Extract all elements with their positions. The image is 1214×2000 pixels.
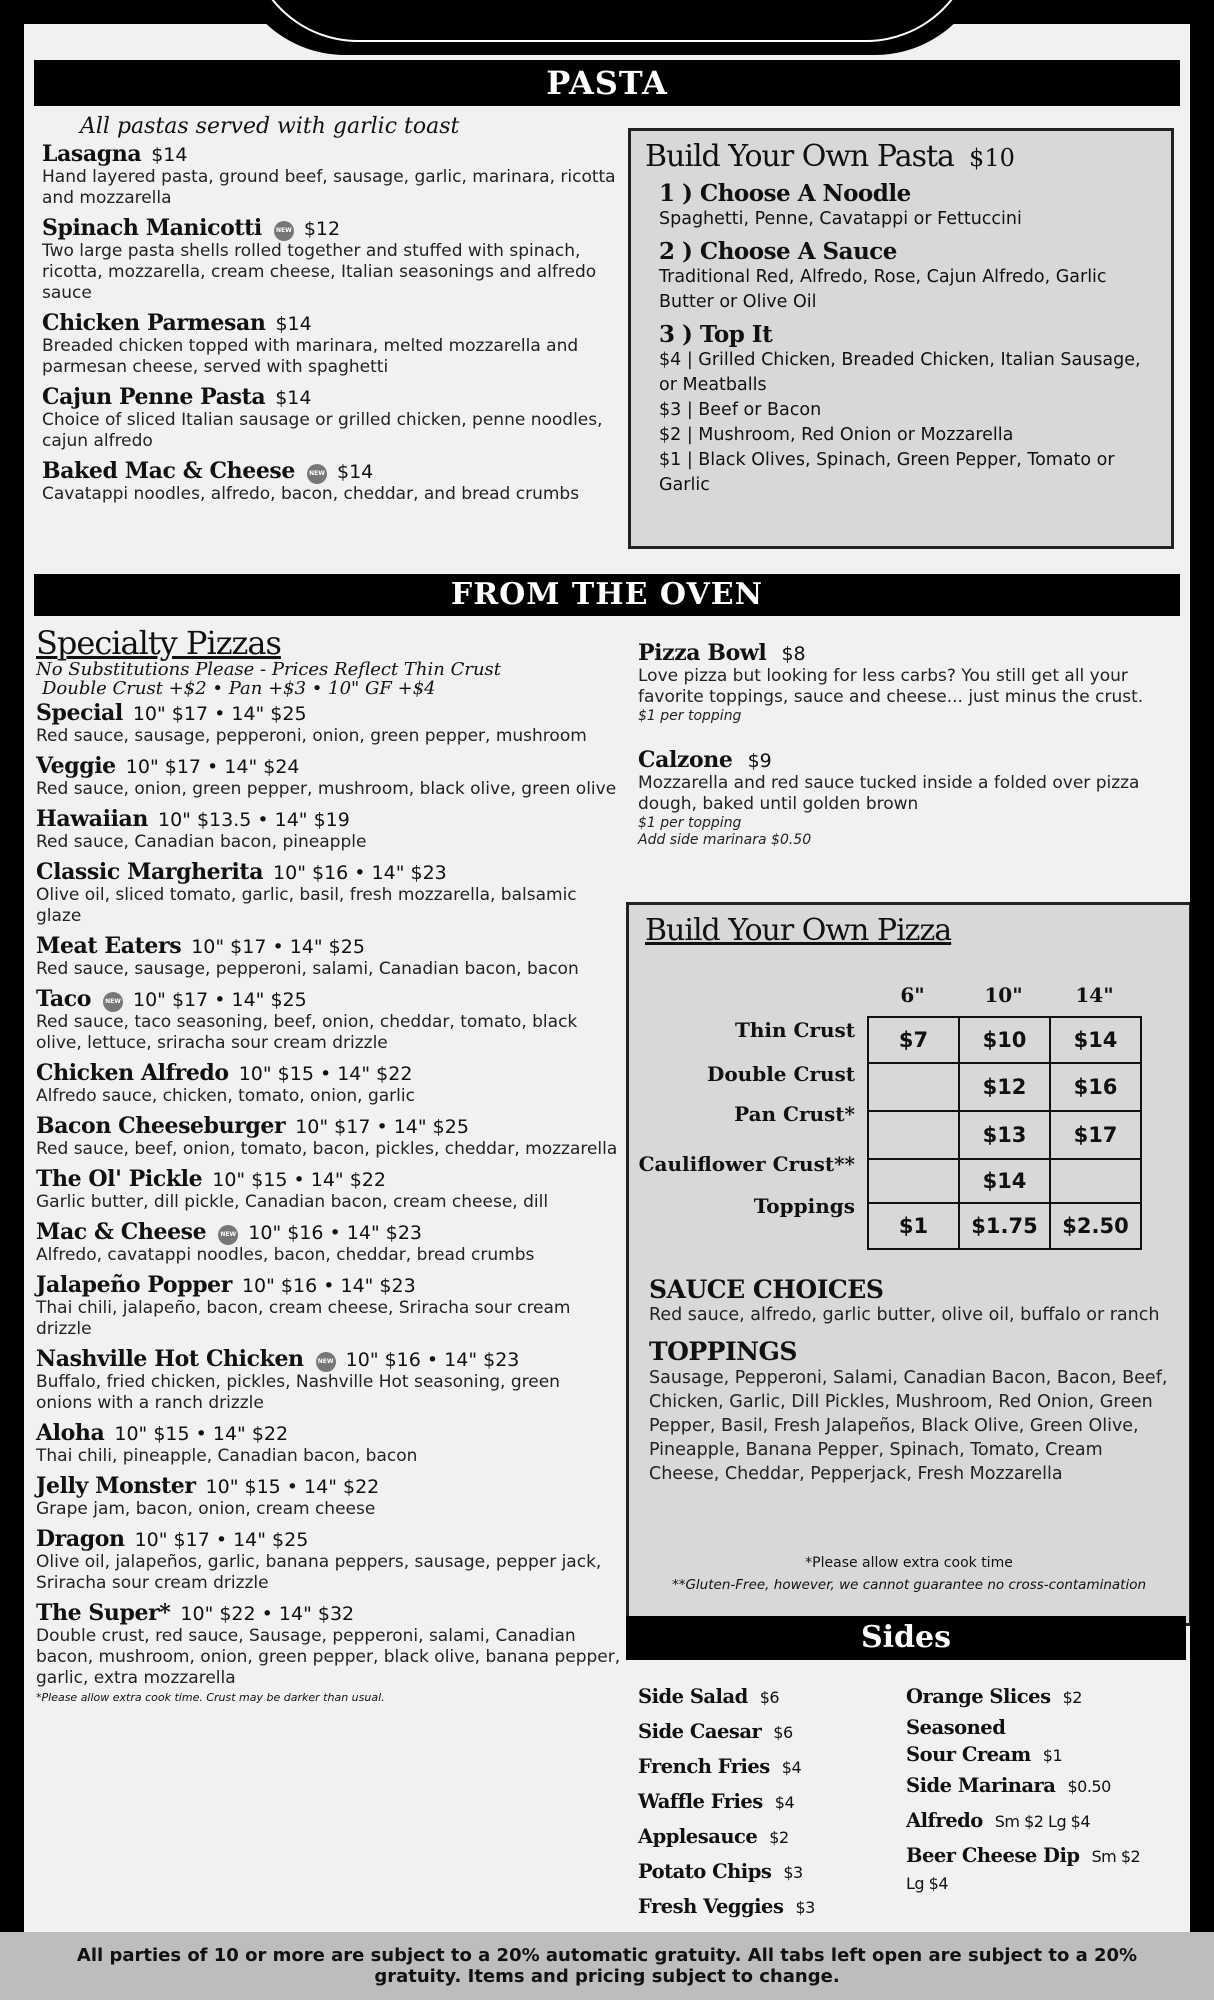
item-desc: Grape jam, bacon, onion, cream cheese — [36, 1499, 376, 1519]
byo-foot-2: **Gluten-Free, however, we cannot guarantee no cross-contamination — [671, 1577, 1147, 1593]
pasta-banner: PASTA — [34, 60, 1180, 106]
side-name: Alfredo — [906, 1809, 983, 1832]
menu-item — [36, 1272, 621, 1340]
item-desc: Buffalo, fried chicken, pickles, Nashville Hot seasoning, green onions with a ranch drizzle — [36, 1372, 560, 1413]
item-name: Chicken Alfredo — [36, 1060, 229, 1086]
specialty-title: Specialty Pizzas — [36, 624, 281, 662]
item-price: $14 — [151, 144, 188, 166]
byo-pasta-title: Build Your Own Pasta — [645, 139, 954, 174]
item-name: Bacon Cheeseburger — [36, 1113, 286, 1139]
item-name: Cajun Penne Pasta — [42, 384, 266, 410]
side-name: Side Marinara — [906, 1774, 1056, 1797]
crust-row-label: Pan Crust* — [734, 1102, 855, 1126]
menu-item — [42, 141, 617, 209]
menu-item — [42, 384, 617, 452]
menu-item — [36, 1346, 621, 1414]
side-item — [906, 1839, 1186, 1874]
item-price: 10" $16 • 14" $23 — [273, 862, 447, 884]
side-item — [638, 1680, 898, 1715]
side-item — [906, 1715, 1186, 1742]
new-badge-icon: NEW — [103, 992, 123, 1012]
item-desc: Red sauce, beef, onion, tomato, bacon, pickles, cheddar, mozzarella — [36, 1139, 618, 1159]
side-item — [906, 1680, 1186, 1715]
price-cell: $12 — [959, 1063, 1050, 1111]
bowl-calzone — [638, 640, 1178, 855]
item-name: Pizza Bowl — [638, 640, 767, 666]
item-name: Chicken Parmesan — [42, 310, 266, 336]
item-price: 10" $16 • 14" $23 — [241, 1275, 416, 1297]
menu-item — [42, 458, 617, 505]
menu-item — [36, 1600, 621, 1689]
item-price: $12 — [303, 218, 341, 240]
build-your-own-pasta-box — [628, 128, 1174, 549]
side-price: $2 — [1062, 1688, 1082, 1707]
toppings-text: Sausage, Pepperoni, Salami, Canadian Bacon, Bacon, Beef, Chicken, Garlic, Dill Pickles, Mushroom, Red Onion, Green Pepper, Basil, Fresh Jalapeños, Black Olive, Green Olive, Pineapple, Banana Pepper, Spinach, Tomato, Cream Cheese, Cheddar, Pepperjack, Fresh Mozzarella — [649, 1368, 1168, 1484]
menu-item — [36, 1166, 621, 1213]
menu-item — [42, 310, 617, 378]
menu-item — [36, 1526, 621, 1594]
sauce-title: SAUCE CHOICES — [649, 1275, 884, 1304]
item-desc: Hand layered pasta, ground beef, sausage, garlic, marinara, ricotta and mozzarella — [42, 167, 616, 208]
crust-row-label: Toppings — [753, 1194, 855, 1218]
side-price: $3 — [795, 1898, 815, 1917]
new-badge-icon: NEW — [316, 1352, 336, 1372]
sauce-section — [649, 1275, 1174, 1486]
item-price: $14 — [337, 461, 374, 483]
price-cell — [868, 1159, 959, 1203]
item-name: Meat Eaters — [36, 933, 182, 959]
item-price: 10" $15 • 14" $22 — [212, 1169, 386, 1191]
gratuity-footer — [0, 1932, 1214, 2000]
byo-step-line: $3 | Beef or Bacon — [659, 400, 822, 420]
side-price: Sm $2 — [1091, 1847, 1141, 1866]
side-item — [906, 1742, 1186, 1769]
item-desc: Mozzarella and red sauce tucked inside a folded over pizza dough, baked until golden brown — [638, 773, 1140, 814]
item-price: 10" $17 • 14" $25 — [134, 1529, 309, 1551]
side-price: $2 — [769, 1828, 789, 1847]
item-name: Baked Mac & Cheese — [42, 458, 295, 484]
new-badge-icon: NEW — [274, 221, 294, 241]
side-price: $4 — [781, 1758, 802, 1777]
price-cell: $16 — [1050, 1063, 1141, 1111]
item-name: Dragon — [36, 1526, 125, 1552]
pasta-list — [42, 114, 617, 511]
menu-item — [42, 215, 617, 304]
side-item — [906, 1769, 1186, 1804]
item-desc: Love pizza but looking for less carbs? You still get all your favorite toppings, sauce and cheese... just minus the crust. — [638, 666, 1144, 707]
side-item — [638, 1785, 898, 1820]
item-desc: Cavatappi noodles, alfredo, bacon, cheddar, and bread crumbs — [42, 484, 580, 504]
side-item — [638, 1750, 898, 1785]
new-badge-icon: NEW — [218, 1225, 238, 1245]
item-name: Classic Margherita — [36, 859, 264, 885]
size-header: 10" — [984, 983, 1023, 1007]
price-cell: $1.75 — [959, 1203, 1050, 1249]
byo-foot-1: *Please allow extra cook time — [805, 1555, 1013, 1571]
byo-step-line: Spaghetti, Penne, Cavatappi or Fettuccini — [659, 209, 1022, 229]
price-cell: $14 — [1050, 1017, 1141, 1063]
toppings-title: TOPPINGS — [649, 1337, 797, 1366]
side-price: $6 — [759, 1688, 780, 1707]
menu-page — [24, 24, 1190, 1932]
item-name: Calzone — [638, 747, 733, 773]
item-price: 10" $22 • 14" $32 — [180, 1603, 355, 1625]
menu-item — [36, 806, 621, 853]
side-name: Side Salad — [638, 1685, 748, 1708]
side-name: Side Caesar — [638, 1720, 762, 1743]
item-price: $14 — [275, 387, 312, 409]
super-note: *Please allow extra cook time. Crust may be darker than usual. — [36, 1691, 385, 1704]
side-name: Orange Slices — [906, 1685, 1051, 1708]
price-cell: $10 — [959, 1017, 1050, 1063]
menu-item — [36, 753, 621, 800]
item-name: Taco — [36, 986, 91, 1012]
item-desc: Olive oil, sliced tomato, garlic, basil, fresh mozzarella, balsamic glaze — [36, 885, 577, 926]
item-name: Lasagna — [42, 141, 142, 167]
item-price: 10" $16 • 14" $23 — [345, 1349, 520, 1371]
side-name: Beer Cheese Dip — [906, 1844, 1080, 1867]
item-desc: Red sauce, sausage, pepperoni, salami, Canadian bacon, bacon — [36, 959, 579, 979]
crust-row — [868, 1063, 1141, 1111]
menu-item — [36, 1219, 621, 1266]
item-name: Mac & Cheese — [36, 1219, 207, 1245]
item-price: 10" $15 • 14" $22 — [205, 1476, 380, 1498]
byo-step-heading: 2 ) Choose A Sauce — [659, 238, 897, 265]
item-name: Veggie — [36, 753, 116, 779]
crust-row — [868, 1017, 1141, 1063]
crust-price-table — [867, 1016, 1142, 1250]
item-name: Jalapeño Popper — [36, 1272, 232, 1298]
specialty-note-1: No Substitutions Please - Prices Reflect Thin Crust — [36, 659, 502, 680]
price-cell: $2.50 — [1050, 1203, 1141, 1249]
item-desc: Garlic butter, dill pickle, Canadian bacon, cream cheese, dill — [36, 1192, 549, 1212]
item-price: 10" $17 • 14" $24 — [125, 756, 300, 778]
side-item — [906, 1804, 1186, 1839]
footer-line-1: All parties of 10 or more are subject to a 20% automatic gratuity. All tabs left open are subject to a 20% — [76, 1945, 1138, 1966]
byo-step-line: $1 | Black Olives, Spinach, Green Pepper, Tomato or Garlic — [659, 450, 1115, 495]
crust-row-label: Cauliflower Crust** — [638, 1152, 855, 1176]
menu-item — [36, 1060, 621, 1107]
side-price: Sm $2 Lg $4 — [994, 1812, 1091, 1831]
item-price: 10" $17 • 14" $25 — [132, 703, 307, 725]
sides-right-column — [906, 1680, 1186, 1893]
menu-item — [36, 1473, 621, 1520]
item-price: 10" $17 • 14" $25 — [295, 1116, 469, 1138]
item-name: Nashville Hot Chicken — [36, 1346, 304, 1372]
item-name: Hawaiian — [36, 806, 148, 832]
item-price: 10" $17 • 14" $25 — [191, 936, 365, 958]
byo-step-heading: 3 ) Top It — [659, 321, 773, 348]
item-price: 10" $13.5 • 14" $19 — [158, 809, 350, 831]
item-name: Spinach Manicotti — [42, 215, 262, 241]
sides-banner: Sides — [626, 1616, 1186, 1660]
item-price: 10" $17 • 14" $25 — [133, 989, 307, 1011]
side-price: $0.50 — [1067, 1777, 1111, 1796]
item-price: 10" $15 • 14" $22 — [114, 1423, 289, 1445]
item-desc: Olive oil, jalapeños, garlic, banana peppers, sausage, pepper jack, Sriracha sour cream drizzle — [36, 1552, 602, 1593]
side-item — [638, 1715, 898, 1750]
side-item — [906, 1874, 1186, 1893]
sides-left-column — [638, 1680, 898, 1925]
byo-pasta-price: $10 — [969, 144, 1015, 172]
item-name: The Super* — [36, 1600, 171, 1626]
item-name: Jelly Monster — [36, 1473, 196, 1499]
crust-row-label: Double Crust — [707, 1062, 855, 1086]
menu-item — [36, 859, 621, 927]
side-name: Seasoned — [906, 1716, 1006, 1739]
sauce-text: Red sauce, alfredo, garlic butter, olive oil, buffalo or ranch — [649, 1305, 1160, 1325]
crust-row — [868, 1111, 1141, 1159]
menu-item — [36, 986, 621, 1054]
calzone-item — [638, 747, 1178, 849]
side-price: $4 — [774, 1793, 795, 1812]
item-desc: Breaded chicken topped with marinara, melted mozzarella and parmesan cheese, served with spaghetti — [42, 336, 579, 377]
byo-step-heading: 1 ) Choose A Noodle — [659, 180, 911, 207]
item-desc: Red sauce, taco seasoning, beef, onion, cheddar, tomato, black olive, lettuce, sriracha sour cream drizzle — [36, 1012, 578, 1053]
pizza-bowl-item — [638, 640, 1178, 725]
side-item — [638, 1890, 898, 1925]
crust-row — [868, 1203, 1141, 1249]
item-desc: Choice of sliced Italian sausage or grilled chicken, penne noodles, cajun alfredo — [42, 410, 603, 451]
item-desc: Alfredo sauce, chicken, tomato, onion, garlic — [36, 1086, 415, 1106]
byo-step-line: Traditional Red, Alfredo, Rose, Cajun Alfredo, Garlic Butter or Olive Oil — [659, 267, 1107, 312]
item-name: The Ol' Pickle — [36, 1166, 203, 1192]
menu-item — [36, 1420, 621, 1467]
side-price: Lg $4 — [906, 1874, 949, 1893]
byo-pizza-title: Build Your Own Pizza — [645, 913, 952, 948]
side-price: $3 — [783, 1863, 803, 1882]
price-cell: $1 — [868, 1203, 959, 1249]
item-price: $8 — [781, 643, 806, 665]
item-desc: Red sauce, Canadian bacon, pineapple — [36, 832, 367, 852]
side-name: Sour Cream — [906, 1743, 1031, 1766]
item-note: $1 per topping — [638, 708, 742, 724]
item-note-2: Add side marinara $0.50 — [638, 832, 812, 848]
price-cell: $7 — [868, 1017, 959, 1063]
item-price: 10" $16 • 14" $23 — [248, 1222, 422, 1244]
item-desc: Thai chili, jalapeño, bacon, cream cheese, Sriracha sour cream drizzle — [36, 1298, 571, 1339]
side-price: $1 — [1042, 1746, 1063, 1765]
side-name: Fresh Veggies — [638, 1895, 784, 1918]
item-desc: Two large pasta shells rolled together and stuffed with spinach, ricotta, mozzarella, cream cheese, Italian seasonings and alfredo sauce — [42, 241, 597, 303]
menu-item — [36, 1113, 621, 1160]
specialty-note-2: Double Crust +$2 • Pan +$3 • 10" GF +$4 — [42, 678, 436, 699]
price-cell: $14 — [959, 1159, 1050, 1203]
specialty-pizzas — [36, 626, 621, 1704]
item-note: $1 per topping — [638, 815, 742, 831]
menu-item — [36, 933, 621, 980]
build-your-own-pizza-box — [626, 902, 1190, 1626]
size-header: 14" — [1075, 983, 1114, 1007]
item-desc: Red sauce, onion, green pepper, mushroom, black olive, green olive — [36, 779, 617, 799]
side-price: $6 — [773, 1723, 793, 1742]
item-desc: Thai chili, pineapple, Canadian bacon, bacon — [36, 1446, 418, 1466]
byo-step-line: $4 | Grilled Chicken, Breaded Chicken, Italian Sausage, or Meatballs — [659, 350, 1141, 395]
side-name: Waffle Fries — [638, 1790, 763, 1813]
price-cell — [1050, 1159, 1141, 1203]
header-logo-outline — [248, 0, 976, 42]
menu-item — [36, 700, 621, 747]
byo-step-line: $2 | Mushroom, Red Onion or Mozzarella — [659, 425, 1014, 445]
price-cell: $17 — [1050, 1111, 1141, 1159]
oven-banner: FROM THE OVEN — [34, 574, 1180, 616]
item-name: Aloha — [36, 1420, 105, 1446]
side-name: Applesauce — [638, 1825, 758, 1848]
item-price: $14 — [275, 313, 312, 335]
size-header: 6" — [900, 983, 925, 1007]
side-item — [638, 1820, 898, 1855]
pasta-subtitle: All pastas served with garlic toast — [80, 114, 460, 139]
item-desc: Red sauce, sausage, pepperoni, onion, green pepper, mushroom — [36, 726, 587, 746]
price-cell — [868, 1063, 959, 1111]
new-badge-icon: NEW — [307, 464, 327, 484]
price-cell — [868, 1111, 959, 1159]
item-desc: Double crust, red sauce, Sausage, pepperoni, salami, Canadian bacon, mushroom, onion, green pepper, black olive, banana pepper, garlic, extra mozzarella — [36, 1626, 621, 1688]
item-name: Special — [36, 700, 123, 726]
side-item — [638, 1855, 898, 1890]
item-price: 10" $15 • 14" $22 — [238, 1063, 413, 1085]
item-desc: Alfredo, cavatappi noodles, bacon, cheddar, bread crumbs — [36, 1245, 535, 1265]
crust-row — [868, 1159, 1141, 1203]
crust-row-label: Thin Crust — [734, 1018, 855, 1042]
price-cell: $13 — [959, 1111, 1050, 1159]
item-price: $9 — [747, 750, 772, 772]
side-name: French Fries — [638, 1755, 770, 1778]
side-name: Potato Chips — [638, 1860, 772, 1883]
footer-line-2: gratuity. Items and pricing subject to change. — [374, 1966, 840, 1987]
